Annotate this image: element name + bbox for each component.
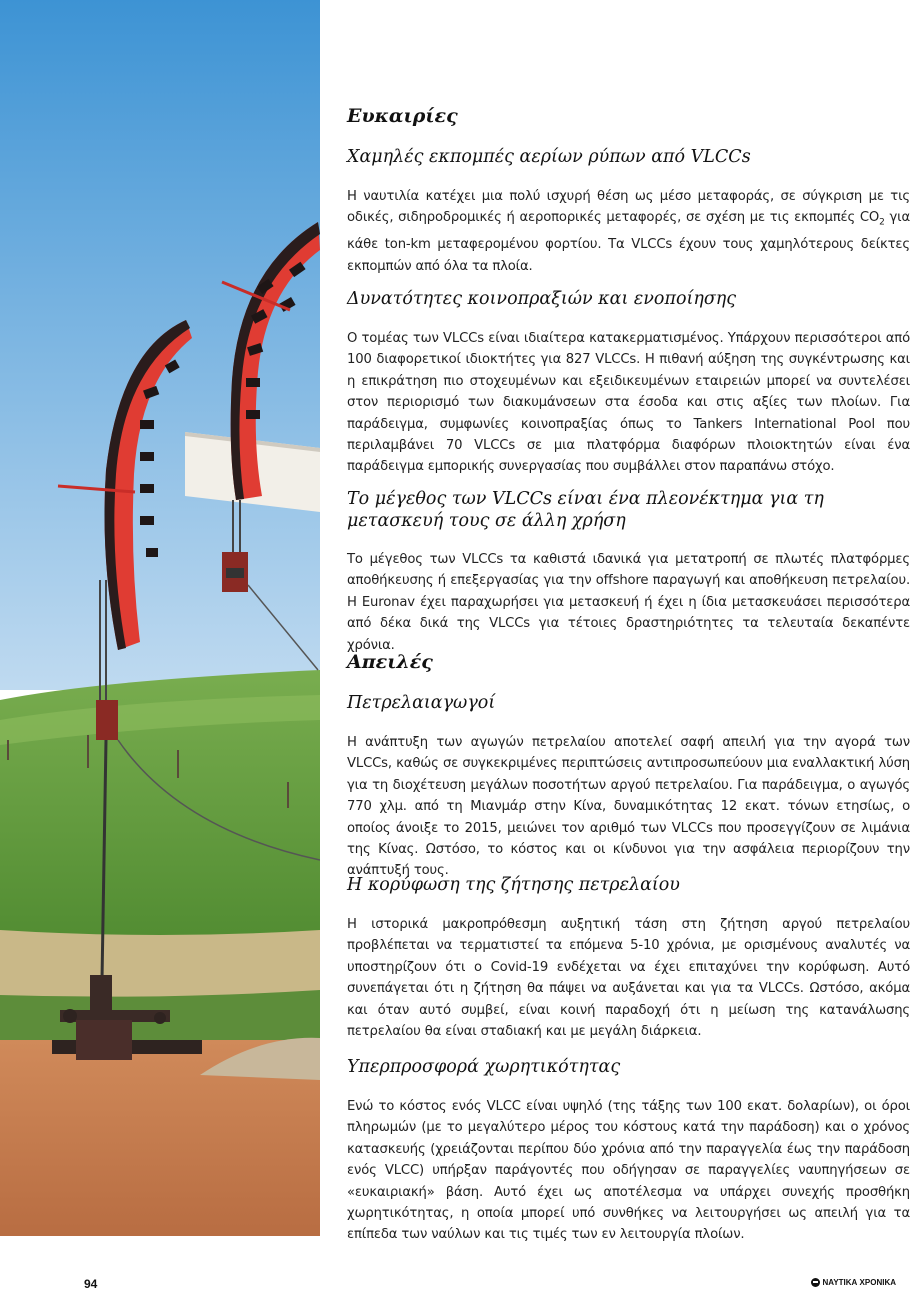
paragraph-low-emissions-text-b: για κάθε ton-km μεταφερομένου φορτίου. Τα VLCCs έχουν τους χαμηλότερους δείκτες εκπομπών από όλα τα πλοία.: [347, 210, 910, 274]
section-title-low-emissions: Χαμηλές εκπομπές αερίων ρύπων από VLCCs: [347, 147, 751, 167]
co2-subscript: 2: [879, 218, 885, 229]
publication-logo-icon: [811, 1278, 820, 1287]
paragraph-low-emissions-text-a: Η ναυτιλία κατέχει μια πολύ ισχυρή θέση ως μέσο μεταφοράς, σε σύγκριση με τις οδικές, σιδηροδρομικές ή αεροπορικές μεταφορές, σε σχέση με τις εκπομπές CO: [347, 189, 910, 226]
publication-footer: [811, 1278, 897, 1287]
publication-name: ΝΑΥΤΙΚΑ ΧΡΟΝΙΚΑ: [822, 1278, 896, 1287]
paragraph-pipelines: Η ανάπτυξη των αγωγών πετρελαίου αποτελεί σαφή απειλή για την αγορά των VLCCs, καθώς σε συγκεκριμένες περιπτώσεις αντιπροσωπεύουν μια εναλλακτική λύση για τη διοχέτευση μεγάλων ποσοτήτων αργού πετρελαίου. Για παράδειγμα, ο αγωγός 770 χλμ. από τη Μιανμάρ στην Κίνα, δυναμικότητας 12 εκατ. τόνων ετησίως, ο οποίος άνοιξε το 2015, μειώνει τον αριθμό των VLCCs που προσεγγίζουν σε λιμάνια της Κίνας. Ωστόσο, το κόστος και οι κίνδυνοι για την ασφάλεια περιορίζουν την ανάπτυξή τους.: [347, 735, 910, 879]
threats-heading: Απειλές: [347, 651, 433, 673]
page-number: 94: [84, 1277, 98, 1291]
paragraph-oversupply: Ενώ το κόστος ενός VLCC είναι υψηλό (της τάξης των 100 εκατ. δολαρίων), οι όροι πληρωμών (με το μεγαλύτερο μέρος του κόστους κατά την παράδοση) και ο χρόνος κατασκευής (χρειάζονται περίπου δύο χρόνια από την παραγγελία έως την παράδοση ενός VLCC) υπήρξαν παράγοντές που οδήγησαν σε παραγγελίες ναυπηγήσεων σε «ευκαιριακή» βάση. Αυτό έχει ως αποτέλεσμα να υπάρχει συνεχής προσθήκη χωρητικότητας, η οποία μπορεί υπό συνθήκες να λειτουργήσει ως απειλή για τα επίπεδα των ναύλων και τις τιμές των εν λειτουργία πλοίων.: [347, 1099, 910, 1243]
paragraph-consolidation: Ο τομέας των VLCCs είναι ιδιαίτερα κατακερματισμένος. Υπάρχουν περισσότεροι από 100 διαφορετικοί ιδιοκτήτες για 827 VLCCs. Η πιθανή αύξηση της συγκέντρωσης και η επικράτηση πιο στοχευμένων και εξειδικευμένων εταιρειών μπορεί να συντελέσει στον περιορισμό των διακυμάνσεων στα έσοδα και στις αξίες των πλοίων. Για παράδειγμα, συμφωνίες κοινοπραξίας όπως το Tankers International Pool που περιλαμβάνει 70 VLCCs σε μια πλατφόρμα διαφόρων πλοιοκτητών είναι ένα παράδειγμα εμπορικής συνεργασίας που συμβάλλει στον παραπάνω στόχο.: [347, 331, 910, 475]
section-title-oversupply: Υπερπροσφορά χωρητικότητας: [347, 1057, 621, 1077]
oil-pumpjacks-photo: [0, 0, 320, 1236]
opportunities-heading: Ευκαιρίες: [347, 105, 458, 127]
section-title-peak-demand: Η κορύφωση της ζήτησης πετρελαίου: [347, 875, 680, 895]
paragraph-size-advantage: Το μέγεθος των VLCCs τα καθιστά ιδανικά για μετατροπή σε πλωτές πλατφόρμες αποθήκευσης ή επεξεργασίας για την offshore παραγωγή και αποθήκευση πετρελαίου. Η Euronav έχει παραχωρήσει για μετασκευή ή έχει η ίδια μετασκευάσει περισσότερα από δέκα δικά της VLCCs για τέτοιες δραστηριότητες τα τελευταία δεκαπέντε χρόνια.: [347, 552, 910, 653]
section-title-size-advantage: Το μέγεθος των VLCCs είναι ένα πλεονέκτημα για τη μετασκευή τους σε άλλη χρήση: [347, 489, 824, 531]
paragraph-peak-demand: Η ιστορικά μακροπρόθεσμη αυξητική τάση στη ζήτηση αργού πετρελαίου προβλέπεται να τερματιστεί τα επόμενα 5-10 χρόνια, με ορισμένους αναλυτές να υποστηρίζουν ότι ο Covid-19 ενδέχεται να έχει επιταχύνει την κορύφωση. Αυτό συνεπάγεται ότι η ζήτηση θα πάψει να αυξάνεται και για τα VLCCs. Ωστόσο, ακόμα και όταν αυτό συμβεί, είναι κοινή παραδοχή ότι η μείωση της κατανάλωσης πετρελαίου θα είναι σταδιακή και με μεγάλη διάρκεια.: [347, 917, 910, 1040]
section-title-consolidation: Δυνατότητες κοινοπραξιών και ενοποίησης: [347, 289, 737, 309]
paragraph-low-emissions: [347, 186, 910, 277]
section-title-pipelines: Πετρελαιαγωγοί: [347, 693, 496, 713]
